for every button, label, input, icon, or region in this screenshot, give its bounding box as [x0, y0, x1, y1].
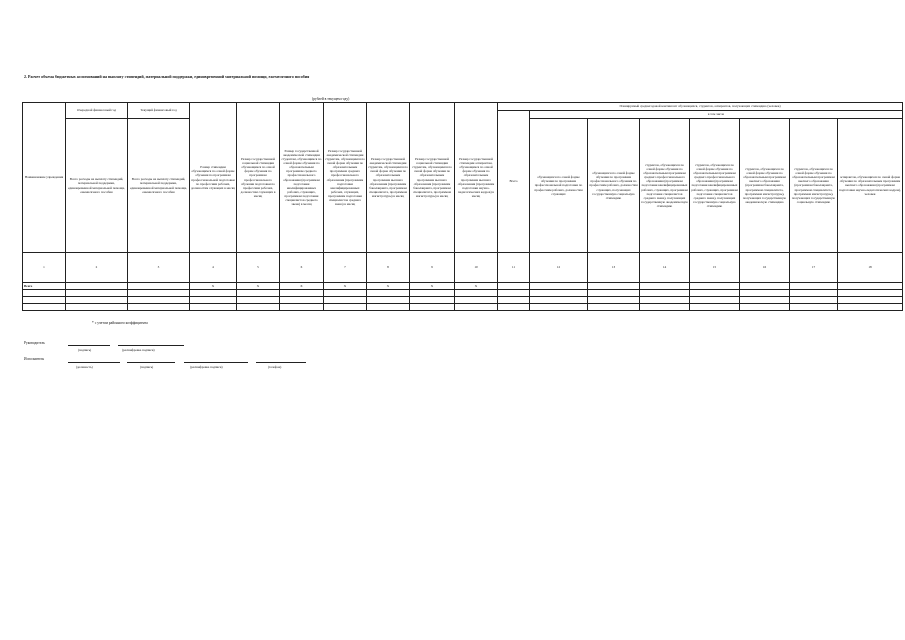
- total-mark: X: [324, 283, 367, 290]
- total-mark: X: [410, 283, 455, 290]
- table-cell: [530, 283, 588, 290]
- table-cell: [588, 283, 640, 290]
- column-number: 12: [530, 253, 588, 283]
- budget-table: [22, 102, 903, 311]
- header-col11: Всего: [498, 111, 530, 253]
- table-row: [23, 290, 903, 297]
- table-cell: [498, 283, 530, 290]
- table-cell: [640, 283, 690, 290]
- header-current-year: Текущий финансовый год: [128, 103, 190, 119]
- column-number: 11: [498, 253, 530, 283]
- header-col5: Размер государственной социальной стипендии обучающимся по очной форме обучения по программам профессионального обучения подготовки по профессиям рабочих, должностям служащих в месяц: [237, 103, 280, 253]
- column-number: 15: [690, 253, 740, 283]
- total-mark: X: [237, 283, 280, 290]
- header-col15: студентов, обучающихся по очной форме обучения по образовательным программам среднего профессионального образования (программам подготовки квалифицированных рабочих, служащих, программам подготовки специалистов среднего звена), получающих государственную социальную стипендию: [690, 119, 740, 253]
- total-row: [23, 283, 903, 290]
- table-row: [23, 304, 903, 311]
- caption-signature: (подпись): [78, 348, 92, 352]
- column-number: 5: [237, 253, 280, 283]
- header-col18: аспирантов, обучающихся по очной форме обучения по образовательным программам высшего образования (программам подготовки научно-педагогических кадров), человек: [838, 119, 903, 253]
- header-name: Наименование учреждения: [23, 103, 66, 253]
- unit-caption: (рублей в текущем году): [312, 97, 350, 101]
- header-col4: Размер стипендии обучающимся по очной форме обучения по программам профессиональной подготовки по профессиям рабочих, должностям служащих в месяц: [190, 103, 237, 253]
- column-number: 1: [23, 253, 66, 283]
- caption-decode: (расшифровка подписи): [122, 348, 155, 352]
- head-signature-line: [68, 345, 110, 346]
- column-number: 3: [128, 253, 190, 283]
- header-col12: обучающихся по очной форме обучения по программам профессиональной подготовки по профессиям рабочих, должностям служащих: [530, 119, 588, 253]
- caption-position: (должность): [76, 365, 93, 369]
- header-col14: студентов, обучающихся по очной форме обучения по образовательным программам среднего профессионального образования (программам подготовки квалифицированных рабочих, служащих, программам подготовки специалистов среднего звена), получающих государственную академическую стипендию: [640, 119, 690, 253]
- total-mark: X: [455, 283, 498, 290]
- column-number: 2: [66, 253, 128, 283]
- caption-decode-2: (расшифровка подписи): [190, 365, 223, 369]
- head-decode-line: [118, 345, 184, 346]
- executor-decode-line: [184, 362, 248, 363]
- header-col17: студентов, обучающихся по очной форме обучения по образовательным программам высшего образования (программам бакалавриата, программам специалитета, программам магистратуры), получающих государственную социальную стипендию: [790, 119, 838, 253]
- header-col8: Размер государственной академической стипендии студентам, обучающимся по очной форме обучения по образовательным программам высшего образования (программам бакалавриата, программам специалитета, программам магистратуры) в месяц: [367, 103, 410, 253]
- column-number: 10: [455, 253, 498, 283]
- table-row: [23, 297, 903, 304]
- header-col6: Размер государственной академической стипендии студентам, обучающимся по очной форме обучения по образовательным программам среднего профессионального образования (программам подготовки квалифицированных рабочих, служащих, программам подготовки специалистов среднего звена) в месяц: [280, 103, 324, 253]
- executor-phone-line: [256, 362, 306, 363]
- column-number: 6: [280, 253, 324, 283]
- executor-label: Исполнитель: [24, 357, 45, 361]
- table-cell: [690, 283, 740, 290]
- header-col13: обучающихся по очной форме обучения по программам профессионального обучения по профессиям рабочих, должностям служащих, получающих государственную социальную стипендию: [588, 119, 640, 253]
- column-number: 17: [790, 253, 838, 283]
- total-mark: X: [367, 283, 410, 290]
- column-number: 13: [588, 253, 640, 283]
- header-col3: Всего расходы на выплату стипендий, материальной поддержки, единовременной материальной помощи, ежемесячного пособия: [128, 119, 190, 253]
- column-number: 7: [324, 253, 367, 283]
- table-cell: [838, 283, 903, 290]
- header-count-group: Планируемый среднегодовой контингент обучающихся, студентов, аспирантов, получающих стипендию (человек): [498, 103, 903, 111]
- table-cell: [790, 283, 838, 290]
- table-cell: [740, 283, 790, 290]
- header-in-that: в том числе: [530, 111, 903, 119]
- total-mark: X: [280, 283, 324, 290]
- column-numbers-row: [23, 253, 903, 283]
- header-col2: Всего расходы на выплату стипендий, материальной поддержки, единовременной материальной помощи, ежемесячного пособия: [66, 119, 128, 253]
- executor-signature-line: [127, 362, 175, 363]
- total-label: Всего: [23, 283, 66, 290]
- column-number: 4: [190, 253, 237, 283]
- head-label: Руководитель: [24, 341, 45, 345]
- caption-signature-2: (подпись): [140, 365, 154, 369]
- footnote: * с учетом районного коэффициента: [92, 321, 148, 325]
- column-number: 16: [740, 253, 790, 283]
- column-number: 18: [838, 253, 903, 283]
- column-number: 14: [640, 253, 690, 283]
- executor-position-line: [68, 362, 120, 363]
- header-col10: Размер государственной стипендии аспирантам, обучающимся по очной форме обучения по образовательным программам высшего образования (программам подготовки научно-педагогических кадров) в месяц: [455, 103, 498, 253]
- column-number: 9: [410, 253, 455, 283]
- header-reporting-year: Очередной финансовый год: [66, 103, 128, 119]
- caption-phone: (телефон): [268, 365, 282, 369]
- header-col16: студентов, обучающихся по очной форме обучения по образовательным программам высшего образования (программам бакалавриата, программам специалитета, программам магистратуры), получающих государственную академическую стипендию: [740, 119, 790, 253]
- header-col9: Размер государственной социальной стипендии студентам, обучающимся по очной форме обучения по образовательным программам высшего образования (программам бакалавриата, программам специалитета, программам магистратуры) в месяц: [410, 103, 455, 253]
- table-cell: [66, 283, 128, 290]
- document-title: 2. Расчет объема бюджетных ассигнований на выплату стипендий, материальной поддержки, единовременной материальной помощи, ежемесячного пособия: [24, 74, 310, 79]
- table-cell: [128, 283, 190, 290]
- column-number: 8: [367, 253, 410, 283]
- header-col7: Размер государственной академической стипендии студентам, обучающимся по очной форме обучения по образовательным программам среднего профессионального образования (программам подготовки квалифицированных рабочих, служащих, программам подготовки специалистов среднего звена) в месяц: [324, 103, 367, 253]
- total-mark: X: [190, 283, 237, 290]
